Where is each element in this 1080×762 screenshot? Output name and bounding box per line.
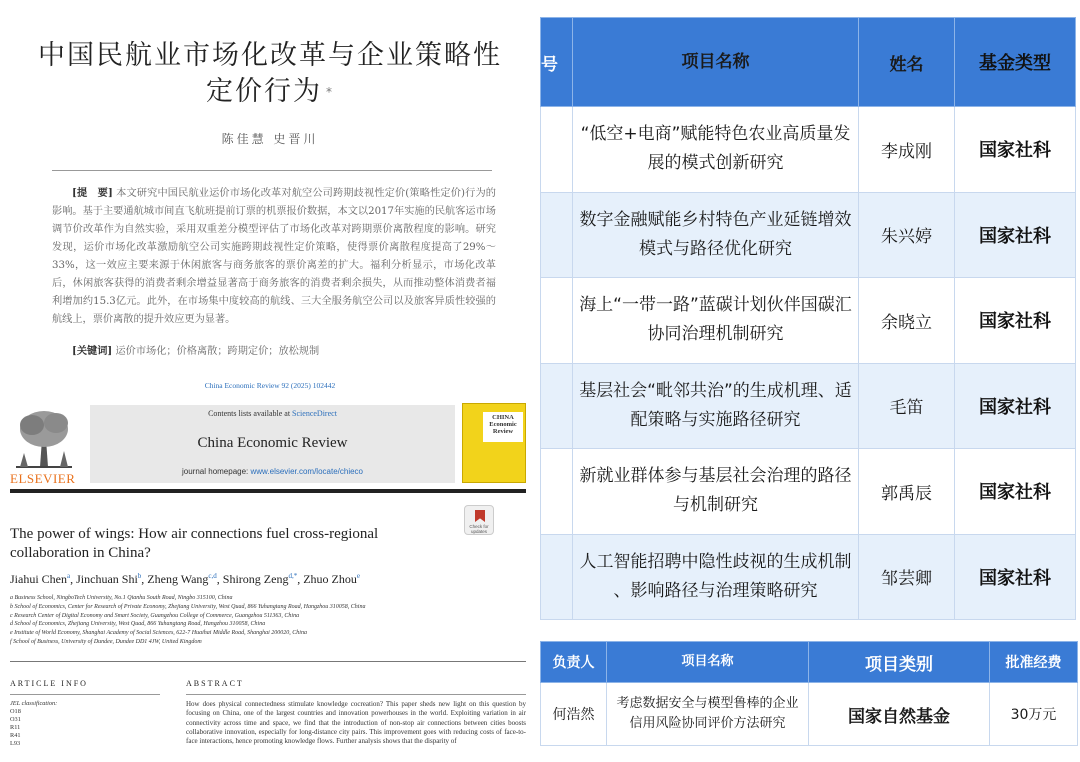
project-name-cell: 基层社会“毗邻共治”的生成机理、适配策略与实施路径研究 bbox=[573, 363, 859, 449]
fund-type-cell: 国家社科 bbox=[955, 107, 1076, 193]
number-cell bbox=[541, 107, 573, 193]
abstract-text: 本文研究中国民航业运价市场化改革对航空公司跨期歧视性定价(策略性定价)行为的影响。基于主要通航城市间直飞航班提前订票的机票报价数据，本文以2017年实施的民航客运市场调节价改革作为自然实验，采用双重差分模型评估了市场化改革对跨期票价离散程度的影响。研究发现，运价市场化改革激励航空公司实施跨期歧视性定价策略，使得票价离散程度提高了29%～33%，这一效应主要来源于休闲旅客与商务旅客的票价离差的扩大。福利分析显示，市场化改革后，休闲旅客获得的消费者剩余增益显著高于商务旅客的消费者剩余损失，从而推动整体消费者福利增加约15.3亿元。此外，在市场集中度较高的航线、三大全服务航空公司以及旅客异质性较强的航线上，票价离散的提升效应更为显著。 bbox=[52, 188, 496, 325]
project-name-cell: “低空+电商”赋能特色农业高质量发展的模式创新研究 bbox=[573, 107, 859, 193]
project-type-cell: 国家自然基金 bbox=[809, 683, 990, 746]
project-name-cell: 海上“一带一路”蓝碳计划伙伴国碳汇协同治理机制研究 bbox=[573, 278, 859, 364]
column-header-person: 姓名 bbox=[859, 18, 955, 107]
abstract-heading: ABSTRACT bbox=[186, 679, 244, 688]
table-row bbox=[541, 363, 1076, 449]
cn-paper-title-line1: 中国民航业市场化改革与企业策略性 bbox=[38, 40, 502, 71]
author-affiliation-mark: e bbox=[356, 572, 360, 580]
author[interactable]: Zhuo Zhou bbox=[303, 572, 357, 586]
journal-cover-thumbnail bbox=[462, 403, 526, 483]
affiliation: b School of Economics, Center for Research of Private Economy, Zhejiang University, West Quad, 866 Yuhangtang Road, Hangzhou 310058, China bbox=[10, 603, 366, 610]
journal-name: China Economic Review bbox=[197, 435, 348, 451]
author-affiliation-mark: c,d bbox=[208, 572, 217, 580]
divider bbox=[186, 694, 526, 695]
fund-type-cell: 国家社科 bbox=[955, 534, 1076, 620]
en-paper-title: The power of wings: How air connections fuel cross-regional collaboration in China? bbox=[10, 526, 379, 561]
person-cell: 邹芸卿 bbox=[859, 534, 955, 620]
check-for-updates-button[interactable] bbox=[464, 505, 494, 535]
project-name-cell: 新就业群体参与基层社会治理的路径与机制研究 bbox=[573, 449, 859, 535]
projects-table bbox=[540, 17, 1076, 620]
person-cell: 朱兴婷 bbox=[859, 192, 955, 278]
author[interactable]: Jiahui Chen bbox=[10, 572, 67, 586]
cn-paper-keywords bbox=[72, 342, 319, 357]
amount-cell: 30万元 bbox=[990, 683, 1078, 746]
divider bbox=[10, 661, 526, 662]
person-cell: 毛笛 bbox=[859, 363, 955, 449]
column-header-project-name: 项目名称 bbox=[573, 18, 859, 107]
table-row bbox=[541, 683, 1078, 746]
contents-prefix: Contents lists available at bbox=[208, 409, 293, 418]
table-header-row bbox=[541, 18, 1076, 107]
person-cell: 郭禹辰 bbox=[859, 449, 955, 535]
check-updates-label: Check for updates bbox=[469, 524, 489, 534]
en-paper-authors: Jiahui Chen$^a$, Jinchuan Shi$^b$, Zheng Wang$^{c,d}$, Shirong Zeng$^{d,*}$, Zhuo Zhou$^e$ bbox=[10, 572, 360, 586]
table-header-row bbox=[541, 642, 1078, 683]
number-cell bbox=[541, 534, 573, 620]
jel-code: R11 bbox=[10, 724, 21, 731]
column-header-number: 号 bbox=[541, 18, 573, 107]
divider bbox=[10, 489, 526, 493]
publisher-name: ELSEVIER bbox=[10, 471, 76, 486]
journal-citation: China Economic Review 92 (2025) 102442 bbox=[204, 381, 336, 390]
column-header-amount: 批准经费 bbox=[990, 642, 1078, 683]
author[interactable]: Shirong Zeng bbox=[222, 572, 289, 586]
column-header-project-type: 项目类别 bbox=[809, 642, 990, 683]
affiliation: a Business School, NingboTech University, No.1 Qianhu South Road, Ningbo 315100, China bbox=[10, 595, 233, 601]
lead-cell: 何浩然 bbox=[541, 683, 607, 746]
article-info-heading: ARTICLE INFO bbox=[10, 679, 88, 688]
homepage-link[interactable]: www.elsevier.com/locate/chieco bbox=[250, 467, 363, 476]
funding-table bbox=[540, 641, 1078, 746]
number-cell bbox=[541, 449, 573, 535]
table-row bbox=[541, 107, 1076, 193]
cn-paper-abstract bbox=[52, 184, 496, 329]
jel-code: L93 bbox=[10, 740, 21, 747]
number-cell bbox=[541, 278, 573, 364]
cover-title: CHINA Economic Review bbox=[483, 412, 523, 442]
column-header-project-name: 项目名称 bbox=[607, 642, 809, 683]
column-header-fund-type: 基金类型 bbox=[955, 18, 1076, 107]
journal-banner bbox=[90, 405, 455, 483]
journal-homepage bbox=[90, 467, 455, 476]
keywords-label: [关键词] bbox=[72, 345, 113, 357]
homepage-prefix: journal homepage: bbox=[182, 467, 251, 476]
author[interactable]: Zheng Wang bbox=[147, 572, 209, 586]
person-cell: 余晓立 bbox=[859, 278, 955, 364]
table-row bbox=[541, 278, 1076, 364]
jel-heading: JEL classification: bbox=[10, 700, 58, 707]
affiliations bbox=[10, 594, 530, 647]
fund-type-cell: 国家社科 bbox=[955, 192, 1076, 278]
author-affiliation-mark: b bbox=[137, 572, 142, 580]
project-name-cell: 数字金融赋能乡村特色产业延链增效模式与路径优化研究 bbox=[573, 192, 859, 278]
fund-type-cell: 国家社科 bbox=[955, 449, 1076, 535]
english-paper-excerpt bbox=[0, 375, 540, 762]
chinese-paper-excerpt bbox=[0, 0, 540, 375]
cn-paper-authors: 陈佳慧 史晋川 bbox=[221, 132, 319, 146]
author[interactable]: Jinchuan Shi bbox=[76, 572, 138, 586]
project-name-cell: 考虑数据安全与模型鲁棒的企业信用风险协同评价方法研究 bbox=[607, 683, 809, 746]
author-affiliation-mark: d,* bbox=[288, 572, 298, 580]
keywords-text: 运价市场化；价格离散；跨期定价；放松规制 bbox=[115, 346, 320, 357]
table-row bbox=[541, 449, 1076, 535]
affiliation: e Institute of World Economy, Shanghai Academy of Social Sciences, 622-7 Huaihai Middle Road, Shanghai 200020, China bbox=[10, 630, 307, 637]
number-cell bbox=[541, 363, 573, 449]
affiliation: c Research Center of Digital Economy and Smart Society, Guangzhou College of Commerce, Guangzhou 511363, China bbox=[10, 612, 300, 619]
jel-code: O18 bbox=[10, 708, 21, 715]
author-affiliation-mark: a bbox=[67, 572, 71, 580]
number-cell bbox=[541, 192, 573, 278]
person-cell: 李成刚 bbox=[859, 107, 955, 193]
abstract-label: [提 要] bbox=[72, 187, 113, 199]
fund-type-cell: 国家社科 bbox=[955, 363, 1076, 449]
sciencedirect-link[interactable]: ScienceDirect bbox=[292, 409, 337, 418]
divider bbox=[10, 694, 160, 695]
bookmark-icon bbox=[475, 510, 485, 522]
column-header-lead: 负责人 bbox=[541, 642, 607, 683]
jel-code: O31 bbox=[10, 716, 21, 723]
table-row bbox=[541, 534, 1076, 620]
affiliation: f School of Business, University of Dundee, Dundee DD1 4JW, United Kingdom bbox=[10, 638, 202, 645]
fund-type-cell: 国家社科 bbox=[955, 278, 1076, 364]
cn-paper-title-line2 bbox=[10, 74, 530, 110]
title-footnote-mark: * bbox=[326, 85, 334, 99]
contents-line bbox=[90, 409, 455, 418]
affiliation: d School of Economics, Zhejiang University, West Quad, 866 Yuhangtang Road, Hangzhou 310058, China bbox=[10, 621, 266, 628]
jel-classification bbox=[10, 700, 57, 748]
project-name-cell: 人工智能招聘中隐性歧视的生成机制 、影响路径与治理策略研究 bbox=[573, 534, 859, 620]
en-paper-abstract: How does physical connectedness stimulate knowledge cocreation? This paper sheds new light on this question by focusing on China, one of the largest countries and innovation powerhouses in the world. Exploiting variation in air connectivity across time and space, we find that the introduction of non-stop air connections between cities boosts collaborative innovation, especially for long-distance city pairs. This improvement goes with reducing costs of face-to-face interactions, hence promoting knowledge flows. Further analysis shows that the disparity of bbox=[186, 700, 526, 746]
jel-code: R41 bbox=[10, 732, 21, 739]
cn-paper-title-text: 定价行为 bbox=[206, 76, 322, 107]
table-row bbox=[541, 192, 1076, 278]
divider bbox=[52, 170, 492, 171]
